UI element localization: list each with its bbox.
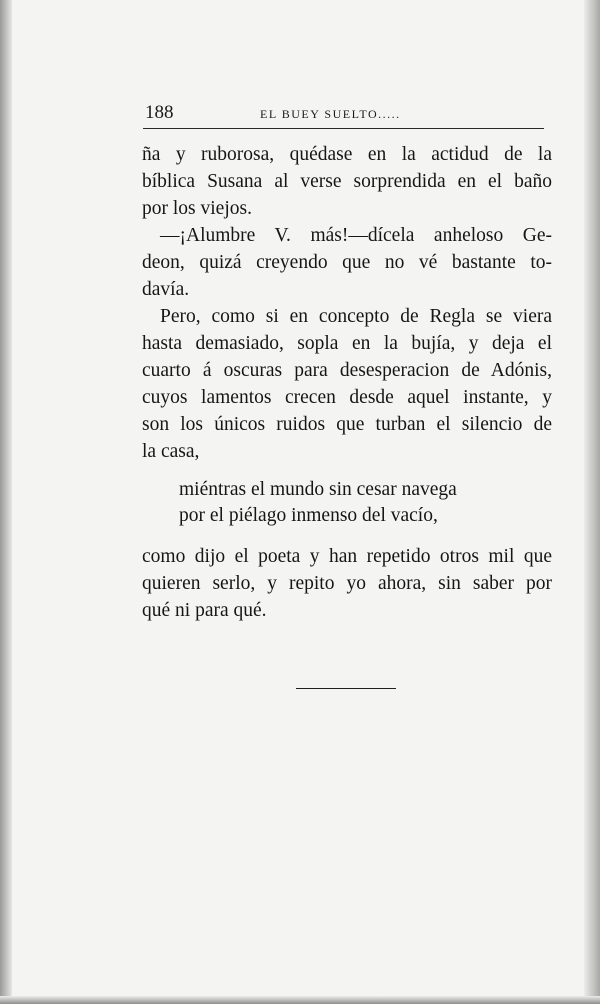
chapter-end-rule — [296, 688, 396, 689]
text-line: por los viejos. — [142, 198, 252, 219]
text-line: como dijo el poeta y han repetido otros mil que — [142, 546, 552, 567]
page-number: 188 — [145, 102, 174, 123]
text-line: hasta demasiado, sopla en la bujía, y deja el — [142, 333, 552, 354]
text-line: —¡Alumbre V. más!—dícela anheloso Ge- — [160, 225, 552, 246]
text-line: la casa, — [142, 441, 200, 462]
verse-line: miéntras el mundo sin cesar navega — [179, 479, 457, 500]
text-line: bíblica Susana al verse sorprendida en el baño — [142, 171, 552, 192]
text-line: deon, quizá creyendo que no vé bastante to- — [142, 252, 552, 273]
verse-quotation — [179, 477, 552, 529]
header-rule — [143, 128, 544, 129]
running-title: EL BUEY SUELTO..... — [260, 107, 401, 121]
text-line: cuyos lamentos crecen desde aquel instante, y — [142, 387, 552, 408]
page-bottom-shadow — [0, 996, 600, 1004]
text-line: ña y ruborosa, quédase en la actidud de la — [142, 144, 552, 165]
page-edge-shadow — [584, 0, 600, 1004]
text-line: son los únicos ruidos que turban el silencio de — [142, 414, 552, 435]
paragraph-continuation — [142, 141, 552, 222]
page-body — [142, 141, 552, 624]
running-header — [145, 100, 545, 126]
paragraph-dialogue — [142, 222, 552, 303]
text-line: cuarto á oscuras para desesperacion de Adónis, — [142, 360, 552, 381]
text-line: quieren serlo, y repito yo ahora, sin saber por — [142, 573, 552, 594]
paragraph-closing — [142, 543, 552, 624]
text-line: davía. — [142, 279, 190, 300]
verse-line: por el piélago inmenso del vacío, — [179, 505, 438, 526]
text-line: Pero, como si en concepto de Regla se viera — [160, 306, 552, 327]
text-line: qué ni para qué. — [142, 600, 267, 621]
page-gutter-shadow — [0, 0, 12, 1004]
paragraph-narration — [142, 303, 552, 465]
